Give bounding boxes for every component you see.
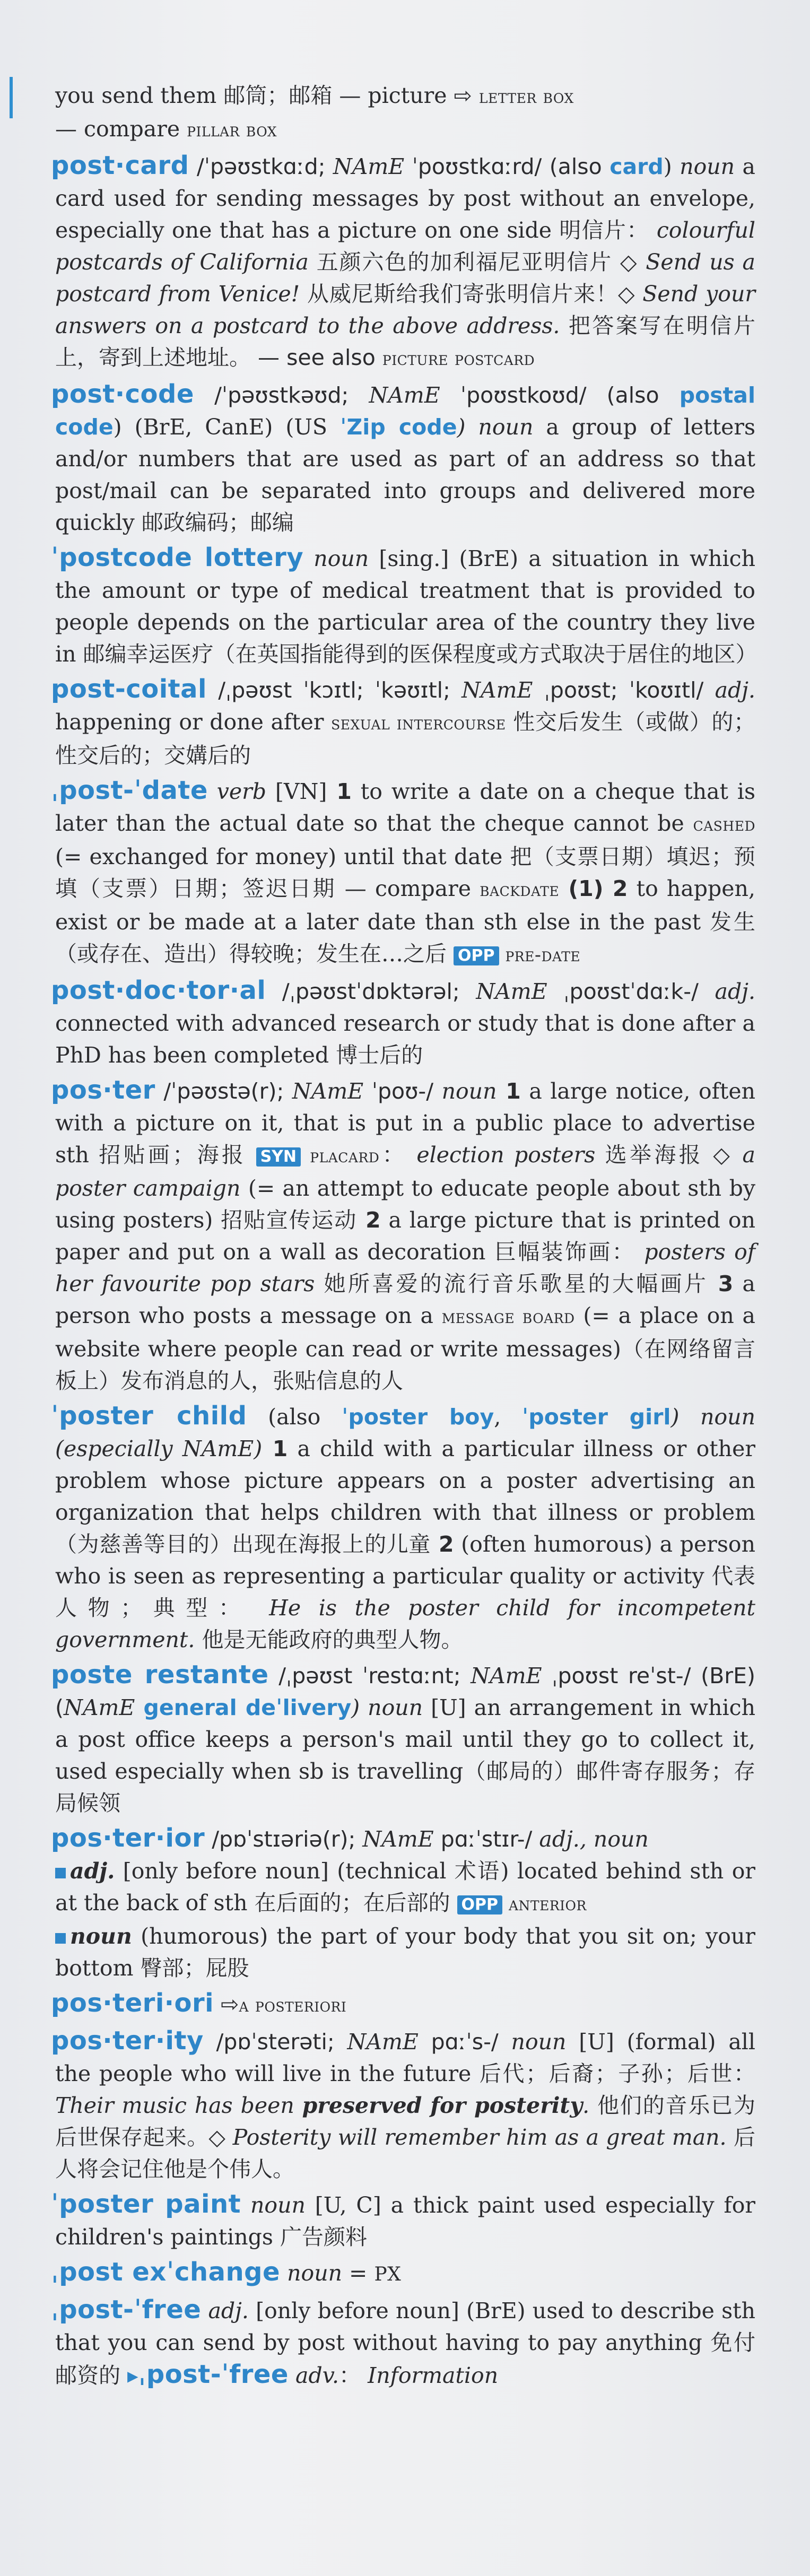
pronunciation: /ˈpəʊstkəʊd;: [194, 382, 369, 408]
example: Information: [361, 2363, 499, 2388]
example-translation: 他们的音乐已为后世保存起来。◇: [55, 2093, 755, 2150]
cross-reference-arrow-icon: ⇨: [214, 1991, 239, 2017]
pronunciation: ˈpoʊ-/: [363, 1078, 434, 1104]
definition: a large picture that is printed on paper and put on a wall as decoration 巨幅装饰画：: [55, 1207, 756, 1265]
cross-reference: message board: [441, 1306, 575, 1328]
example: election posters: [406, 1142, 596, 1168]
entry-poster-child: [51, 1400, 756, 1656]
pronunciation: ˈpoʊstkɑːrd/ (also: [404, 154, 610, 179]
part-of-speech: verb: [207, 779, 267, 804]
cross-reference[interactable]: picture postcard: [382, 348, 535, 370]
pronunciation: /ˈpəʊstə(r);: [155, 1078, 292, 1104]
pronunciation: /ˌpəʊst ˈkɔɪtl; ˈkəʊɪtl;: [206, 677, 462, 703]
example: posters of her favourite pop stars: [55, 1239, 755, 1296]
entry-poster-paint: [51, 2188, 756, 2253]
definition: noun =: [280, 2260, 374, 2286]
headword: ˌpost-ˈdate: [51, 776, 208, 805]
definition: a card used for sending messages by post without an envelope, especially one that has a picture on one side 明信片：: [55, 154, 755, 243]
definition: an arrangement in which a post office keeps a person's mail until they go to collect it, used especially when sb is travelling（邮局的）邮件寄存服务；存局候领: [55, 1695, 755, 1816]
pronunciation: /pɒˈstɪəriə(r);: [205, 1826, 363, 1852]
region-label: NAmE: [362, 1826, 434, 1852]
entry-column: [51, 80, 757, 2395]
sense-number: 2: [357, 1207, 381, 1233]
definition: (often humorous) a person who is seen as representing a particular quality or activity 代表人物；典型：: [55, 1531, 755, 1621]
part-of-speech: adj.: [201, 2298, 249, 2323]
definition: a situation in which the amount or type of medical treatment that is provided to people depends on the particular area of the country they live in 邮编幸运医疗（在英国指能得到的医保程度或方式取决于居住的地区）: [55, 546, 757, 667]
entry-letterbox-continuation: [55, 80, 755, 146]
part-of-speech: noun: [498, 2029, 567, 2055]
example: colourful postcards of California: [55, 217, 755, 275]
entry-postcard: [51, 150, 755, 375]
cross-reference[interactable]: pillar box: [187, 119, 277, 141]
headword: ˌpost-ˈfree: [51, 2295, 202, 2325]
part-of-speech: noun: [303, 546, 369, 571]
headword: pos·ter·ity: [51, 2026, 204, 2056]
part-of-speech: adj.: [703, 677, 755, 703]
alt-form: card: [609, 154, 664, 179]
pronunciation: pɑːˈstɪr-/: [433, 1826, 533, 1852]
definition: a thick paint used especially for children's paintings 广告颜料: [55, 2192, 756, 2250]
example: Their music has been: [55, 2093, 302, 2118]
example-translation: 后人将会记住他是个伟人。: [55, 2125, 755, 2182]
part-of-speech: adv.: [288, 2363, 339, 2388]
example: Send us a postcard from Venice!: [55, 249, 755, 307]
opposite-badge: OPP: [457, 1895, 502, 1914]
part-of-speech: noun: [680, 154, 735, 179]
translation: 性交后发生（或做）的；性交后的；交媾后的: [55, 709, 755, 768]
grammar-label: [U]: [423, 1695, 466, 1720]
definition: (= a place on a website where people can read or write messages)（在网络留言板上）发布消息的人，张贴信息的人: [55, 1303, 755, 1394]
definition: a large notice, often with a picture on it, that is put in a public place to advertise sth 招贴画；海报: [55, 1078, 755, 1168]
definition: to happen, exist or be made at a later date than sth else in the past 发生（或存在、造出）得较晚；发生在…之后: [55, 876, 755, 967]
margin-marker: [10, 77, 13, 118]
sense-number: 3: [708, 1271, 734, 1296]
headword: pos·ter: [51, 1075, 155, 1105]
alt-form: ˈposter girl: [521, 1404, 671, 1430]
example-translation: 从威尼斯给我们寄张明信片来！◇: [300, 281, 643, 307]
headword: post·code: [51, 379, 194, 409]
grammar-label: [sing.] (BrE): [369, 546, 519, 571]
part-of-speech: ) noun: [457, 414, 534, 440]
headword: pos·ter·ior: [51, 1823, 205, 1853]
alt-form: postal code: [55, 382, 756, 440]
grammar-label: [only before noun] (BrE): [248, 2298, 526, 2323]
example-translation: 他是无能政府的典型人物。: [195, 1627, 463, 1652]
headword: poste restante: [51, 1660, 269, 1690]
example: Posterity will remember him as a great man.: [232, 2125, 727, 2150]
entry-poste-restante: [51, 1659, 756, 1819]
entry-posteriori: [51, 1987, 755, 2022]
headword: post-coital: [51, 674, 207, 704]
example-translation: 五颜六色的加利福尼亚明信片 ◇: [308, 249, 646, 275]
definition: a child with a particular illness or other problem whose picture appears on a poster advertising an organization that helps children with that illness or problem（为慈善等目的）出现在海报上的儿童: [55, 1436, 756, 1557]
definition: to write a date on a cheque that is later than the actual date so that the cheque cannot be: [55, 779, 755, 836]
opposite-badge: OPP: [454, 946, 499, 965]
sense-number: 1: [497, 1078, 521, 1104]
entry-post-exchange: [51, 2256, 755, 2291]
part-of-speech: adj., noun: [532, 1826, 649, 1852]
grammar-label: [U, C]: [305, 2192, 381, 2218]
example-translation: 把答案写在明信片上，寄到上述地址。 — see also: [55, 313, 755, 370]
pronunciation: /ˌpəʊst ˈrestɑːnt;: [268, 1663, 471, 1689]
grammar-label: [VN]: [266, 779, 327, 804]
example: Send your answers on a postcard to the above address.: [55, 281, 755, 338]
cross-reference[interactable]: anterior: [502, 1893, 587, 1915]
definition: used to describe sth that you can send by post without having to pay anything 免付邮资的: [55, 2298, 756, 2388]
definition: happening or done after: [55, 709, 332, 735]
region-label: NAmE: [347, 2029, 419, 2055]
entry-post-date: [51, 774, 755, 971]
derivative-triangle-icon: ▸: [127, 2363, 138, 2388]
punctuation: ：: [339, 2363, 361, 2388]
definition: connected with advanced research or study that is done after a PhD has been completed 博士后的: [55, 1011, 755, 1068]
synonym-badge: SYN: [256, 1147, 301, 1167]
region-label: NAmE: [64, 1695, 135, 1720]
grammar-label: [only before noun] (technical 术语): [115, 1858, 509, 1884]
register-label: ) (BrE, CanE) (US: [113, 414, 340, 440]
entry-postcode-lottery: [51, 542, 757, 670]
entry-post-coital: [51, 673, 755, 771]
cross-reference: sexual intercourse: [331, 712, 506, 734]
region-label: NAmE: [333, 154, 405, 179]
alt-form: ˈposter boy: [341, 1404, 494, 1430]
entry-postdoctoral: [51, 974, 755, 1071]
region-label: NAmE: [292, 1078, 364, 1104]
region-label: NAmE: [461, 677, 533, 703]
definition: (= exchanged for money) until that date 把（支票日期）填迟；预填（支票）日期；签迟日期 — compare: [55, 844, 755, 901]
entry-text: — compare: [55, 116, 187, 142]
example: He is the poster child for incompetent government.: [55, 1595, 756, 1652]
cross-reference[interactable]: a posteriori: [239, 1995, 347, 2016]
entry-text: (also: [247, 1404, 342, 1430]
cross-reference[interactable]: pre-date: [499, 944, 581, 966]
part-of-speech: ) noun: [670, 1404, 755, 1430]
region-label: NAmE: [476, 979, 547, 1004]
example: a poster campaign: [55, 1142, 755, 1201]
pronunciation: /ˈpəʊstkɑːd;: [189, 154, 333, 179]
pronunciation: ˌpoʊst; ˈkoʊɪtl/: [533, 677, 704, 703]
region-label: NAmE: [471, 1663, 542, 1689]
register-label: (especially NAmE): [55, 1436, 263, 1461]
sense-number: 1: [327, 779, 352, 804]
entry-posterity: [51, 2025, 755, 2185]
entry-postcode: [51, 378, 756, 538]
alt-form: general deˈlivery: [135, 1695, 352, 1720]
headword: post·card: [51, 151, 189, 180]
definition: (= an attempt to educate people about sth by using posters) 招贴宣传运动: [55, 1176, 755, 1233]
picture-arrow-icon: ⇨: [454, 83, 472, 108]
punctuation: ): [663, 154, 672, 179]
headword: ˌpost exˈchange: [51, 2257, 281, 2287]
headword: ˈposter child: [51, 1401, 247, 1431]
definition: (humorous) the part of your body that you sit on; your bottom 臀部；屁股: [55, 1924, 755, 1981]
part-of-speech: noun: [70, 1924, 132, 1949]
square-bullet-icon: [55, 1868, 66, 1878]
pronunciation: /ˌpəʊstˈdɒktərəl;: [266, 979, 476, 1004]
cross-reference[interactable]: PX: [374, 2264, 402, 2285]
sense-number: 2: [431, 1531, 454, 1557]
definition: all the people who will live in the future 后代；后裔；子孙；后世：: [55, 2029, 755, 2086]
pronunciation: pɑːˈs-/: [418, 2029, 499, 2055]
cross-reference[interactable]: backdate: [480, 879, 560, 901]
region-label: NAmE: [369, 382, 440, 408]
sense-number: 1: [262, 1436, 288, 1461]
part-of-speech: noun: [241, 2192, 306, 2218]
pronunciation: /pɒˈsterəti;: [203, 2029, 347, 2055]
grammar-label: [U] (formal): [566, 2029, 716, 2055]
definition: a person who posts a message on a: [55, 1271, 755, 1328]
entry-post-free: [51, 2294, 756, 2391]
headword: ˈposter paint: [51, 2189, 241, 2219]
headword: pos·teri·ori: [51, 1988, 214, 2018]
part-of-speech: adj.: [698, 979, 755, 1004]
pronunciation: ˌpoʊst reˈst-/ (BrE) (: [55, 1663, 756, 1720]
cross-reference[interactable]: letter box: [478, 86, 574, 108]
punctuation: ,: [494, 1404, 522, 1430]
part-of-speech: adj.: [70, 1858, 115, 1884]
entry-posterior: [51, 1822, 755, 1984]
headword: post·doc·tor·al: [51, 976, 266, 1005]
cross-reference: cashed: [693, 814, 755, 836]
alt-form: ˈZip code: [339, 414, 457, 440]
square-bullet-icon: [55, 1933, 66, 1944]
example-translation: 她所喜爱的流行音乐歌星的大幅画片: [315, 1271, 709, 1296]
cross-reference[interactable]: placard: [301, 1145, 380, 1167]
example-collocation: preserved for posterity: [302, 2093, 583, 2118]
entry-poster: [51, 1074, 756, 1397]
part-of-speech: ) noun: [351, 1695, 423, 1720]
pronunciation: ˈpoʊstkoʊd/ (also: [440, 382, 680, 408]
punctuation: .: [582, 2093, 590, 2118]
punctuation: ：: [379, 1142, 407, 1168]
pronunciation: ˌpoʊstˈdɑːk-/: [547, 979, 699, 1004]
example-translation: 选举海报 ◇: [595, 1142, 743, 1168]
derivative-headword: ˌpost-ˈfree: [138, 2360, 289, 2389]
part-of-speech: noun: [433, 1078, 497, 1104]
sense-number: (1) 2: [559, 876, 628, 901]
definition: a group of letters and/or numbers that are used as part of an address so that post/mail can be separated into groups and delivered more quickly 邮政编码；邮编: [55, 414, 755, 535]
entry-text: you send them 邮筒；邮箱 — picture: [55, 83, 454, 108]
headword: ˈpostcode lottery: [51, 543, 304, 572]
definition: located behind sth or at the back of sth 在后面的；在后部的: [55, 1858, 755, 1916]
